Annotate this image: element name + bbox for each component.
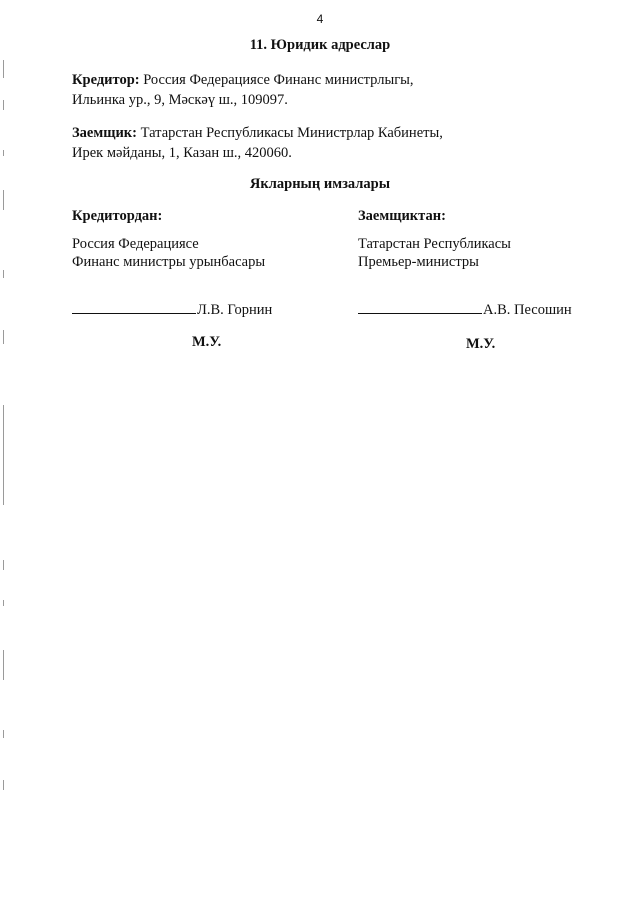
borrower-address-line2: Ирек мәйданы, 1, Казан ш., 420060. [72, 145, 292, 161]
borrower-signer-role-line1: Татарстан Республикасы [358, 236, 511, 252]
creditor-signature-line [72, 301, 272, 319]
borrower-signature-heading: Заемщиктан: [358, 208, 446, 224]
creditor-signer-role-line1: Россия Федерациясе [72, 236, 199, 252]
creditor-label: Кредитор: [72, 72, 140, 88]
creditor-signature-blank [72, 301, 196, 314]
creditor-signer-name: Л.В. Горнин [197, 302, 273, 318]
creditor-name: Россия Федерациясе Финанс министрлыгы, [139, 72, 414, 88]
borrower-name: Татарстан Республикасы Министрлар Кабинеты, [137, 125, 443, 141]
borrower-seal-mark: М.У. [466, 336, 496, 352]
section-title: 11. Юридик адреслар [249, 37, 391, 53]
borrower-signer-role-line2: Премьер-министры [358, 254, 479, 270]
creditor-signature-heading: Кредитордан: [72, 208, 163, 224]
page-number: 4 [316, 12, 324, 26]
borrower-signature-blank [358, 301, 482, 314]
borrower-address-line1 [72, 123, 443, 143]
creditor-address-line2: Ильинка ур., 9, Мәскәү ш., 109097. [72, 92, 288, 108]
borrower-label: Заемщик: [72, 125, 137, 141]
creditor-seal-mark: М.У. [192, 334, 222, 350]
creditor-signer-role-line2: Финанс министры урынбасары [72, 254, 266, 270]
creditor-address-line1 [72, 70, 414, 90]
signatures-title: Якларның имзалары [249, 176, 391, 192]
margin-scan-marks [3, 40, 5, 840]
borrower-signature-line [358, 301, 572, 319]
borrower-signer-name: А.В. Песошин [483, 302, 572, 318]
